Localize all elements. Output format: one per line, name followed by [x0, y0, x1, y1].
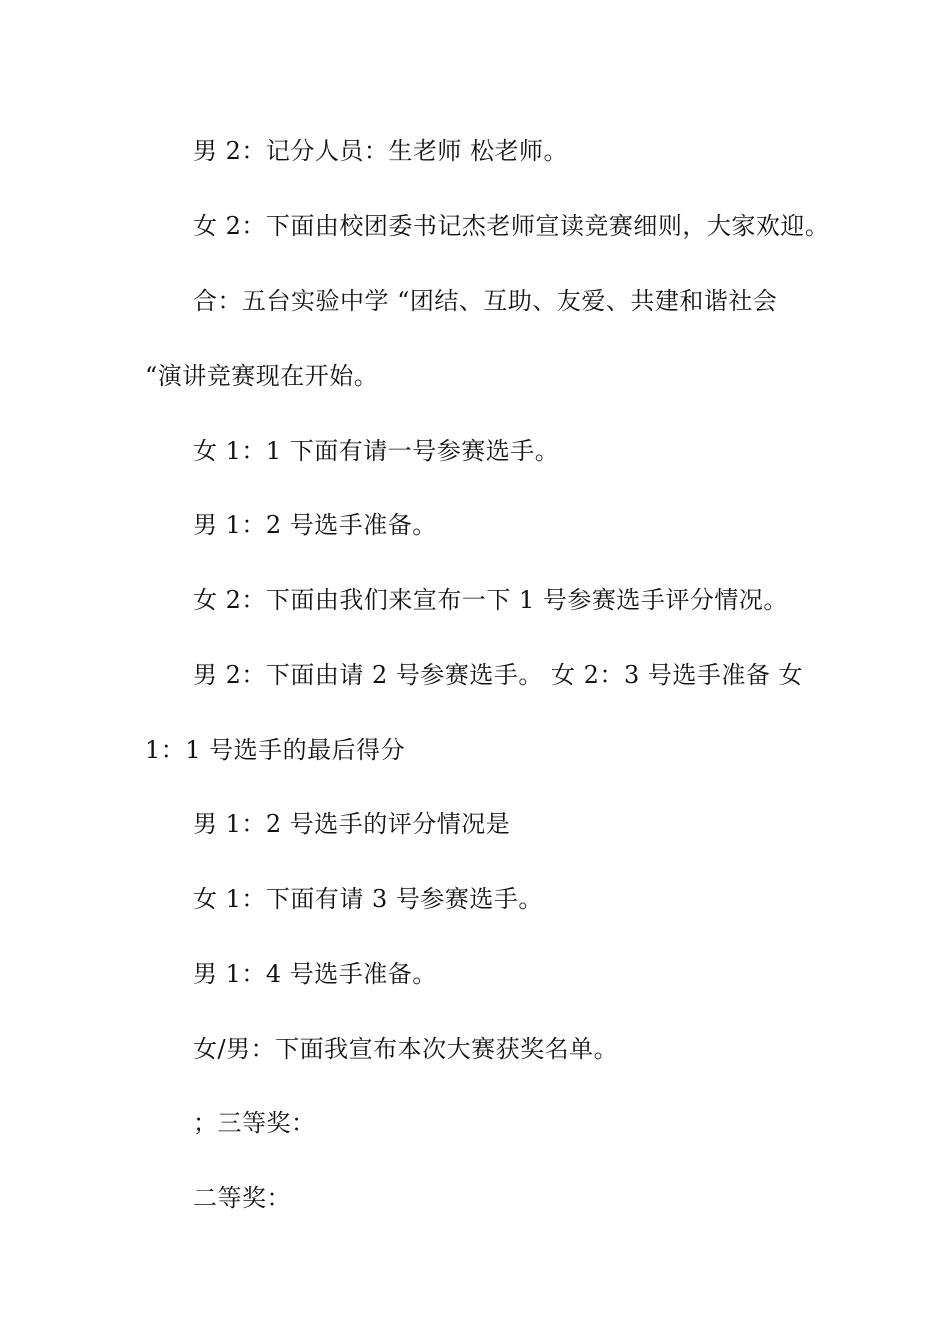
- script-line-second-prize: 二等奖：: [193, 1184, 291, 1212]
- script-line-contestant-1: 女 1：1 下面有请一号参赛选手。: [193, 437, 560, 465]
- script-line-final-score-1: 1：1 号选手的最后得分: [145, 736, 406, 764]
- script-line-opening-part1: 合：五台实验中学 “团结、互助、友爱、共建和谐社会: [193, 287, 778, 315]
- script-line-score-1: 女 2：下面由我们来宣布一下 1 号参赛选手评分情况。: [193, 586, 788, 614]
- script-line-contestant-4-ready: 男 1：4 号选手准备。: [193, 960, 437, 988]
- script-line-contestant-2-ready: 男 1：2 号选手准备。: [193, 511, 437, 539]
- script-line-contestant-3: 女 1：下面有请 3 号参赛选手。: [193, 885, 543, 913]
- script-line-score-2: 男 1：2 号选手的评分情况是: [193, 810, 511, 838]
- script-line-rules-announcement: 女 2：下面由校团委书记杰老师宣读竞赛细则，大家欢迎。: [193, 212, 830, 240]
- script-line-third-prize: ；三等奖：: [193, 1109, 316, 1137]
- script-line-contestant-2-and-3: 男 2：下面由请 2 号参赛选手。 女 2：3 号选手准备 女: [193, 661, 803, 689]
- script-line-opening-part2: “演讲竞赛现在开始。: [145, 362, 379, 390]
- script-line-award-announcement: 女/男：下面我宣布本次大赛获奖名单。: [193, 1035, 619, 1063]
- script-line-scorers: 男 2：记分人员：生老师 松老师。: [193, 137, 569, 165]
